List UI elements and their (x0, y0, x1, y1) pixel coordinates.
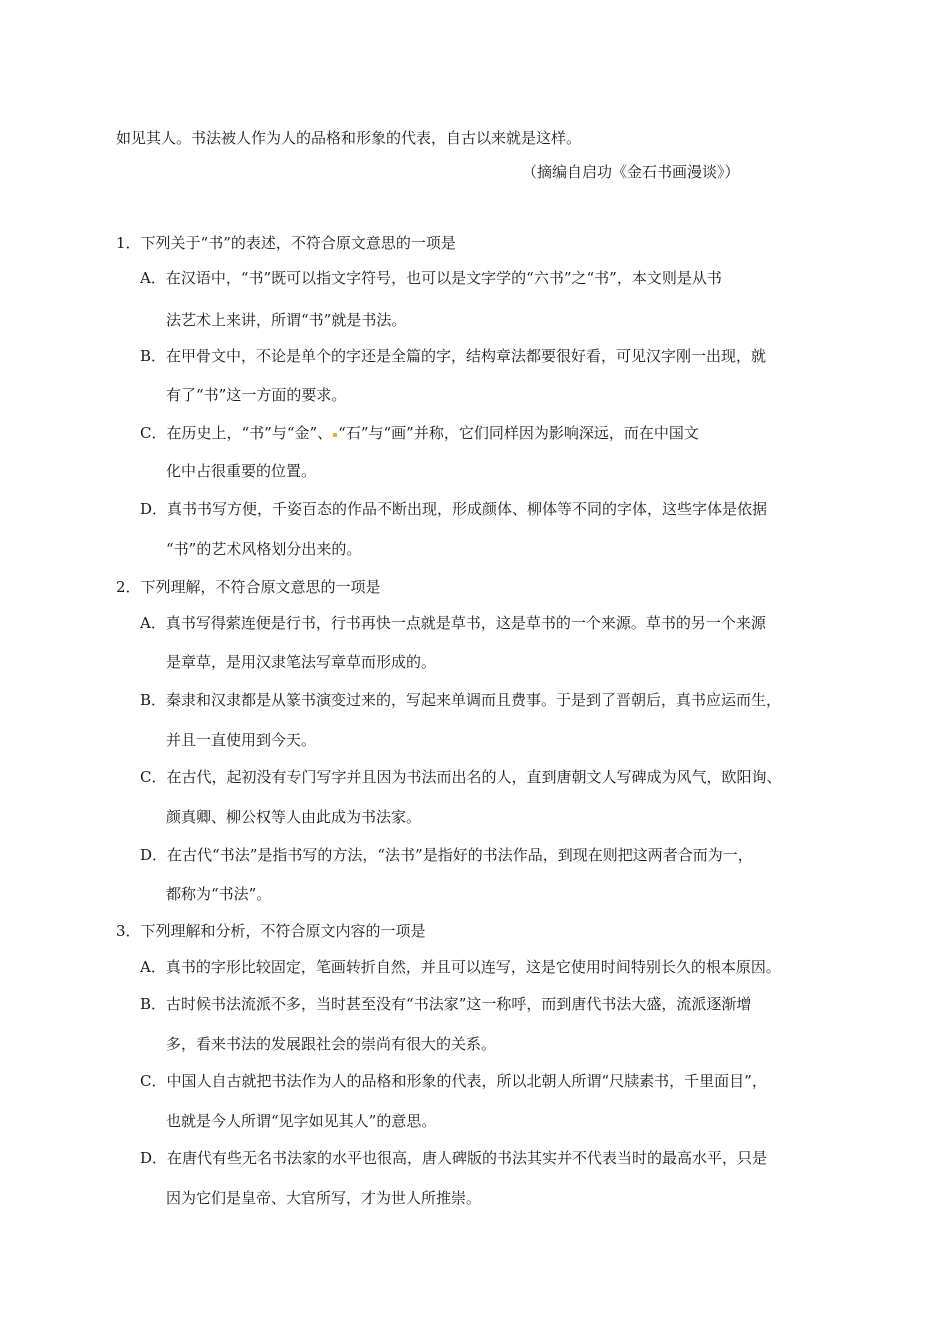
q2-option-c: C．在古代，起初没有专门写字并且因为书法而出名的人，直到唐朝文人写碑成为风气，欧阳询、 (140, 768, 782, 786)
q3-option-d: D．在唐代有些无名书法家的水平也很高，唐人碑版的书法其实并不代表当时的最高水平，只是 (140, 1149, 768, 1167)
q2-option-a-cont: 是章草，是用汉隶笔法写章草而形成的。 (166, 653, 437, 671)
source-citation: （摘编自启功《金石书画漫谈》） (522, 163, 740, 181)
q2-option-b-cont: 并且一直使用到今天。 (166, 731, 317, 749)
q1-option-c-cont: 化中占很重要的位置。 (166, 462, 317, 480)
q3-option-b-cont: 多，看来书法的发展跟社会的崇尚有很大的关系。 (166, 1035, 497, 1053)
q2-option-d-cont: 都称为“书法”。 (166, 885, 272, 903)
q2-option-a: A．真书写得萦连便是行书，行书再快一点就是草书，这是草书的一个来源。草书的另一个来源 (140, 614, 766, 632)
q1-option-b-cont: 有了“书”这一方面的要求。 (166, 386, 347, 404)
q1-option-a-cont: 法艺术上来讲，所谓“书”就是书法。 (166, 311, 407, 329)
highlight-mark (333, 433, 337, 437)
q1-option-d-cont: “书”的艺术风格划分出来的。 (166, 540, 362, 558)
question-3-stem: 3．下列理解和分析，不符合原文内容的一项是 (116, 922, 426, 940)
q1-option-c-part1: C．在历史上，“书”与“金”、 (140, 424, 333, 442)
q1-option-a: A．在汉语中，“书”既可以指文字符号，也可以是文字学的“六书”之“书”，本文则是从书 (140, 269, 722, 287)
q1-option-c (140, 423, 699, 443)
q2-option-d: D．在古代“书法”是指书写的方法，“法书”是指好的书法作品，到现在则把这两者合而为一， (140, 846, 753, 864)
question-1-stem: 1．下列关于“书”的表述，不符合原文意思的一项是 (116, 234, 456, 252)
q1-option-b: B．在甲骨文中，不论是单个的字还是全篇的字，结构章法都要很好看，可见汉字刚一出现，就 (140, 347, 767, 365)
q3-option-c-cont: 也就是今人所谓“见字如见其人”的意思。 (166, 1112, 437, 1130)
question-2-stem: 2．下列理解，不符合原文意思的一项是 (116, 578, 381, 596)
q3-option-c: C．中国人自古就把书法作为人的品格和形象的代表，所以北朝人所谓“尺牍素书，千里面目”， (140, 1072, 767, 1090)
q3-option-a: A．真书的字形比较固定，笔画转折自然，并且可以连写，这是它使用时间特别长久的根本原因。 (140, 958, 781, 976)
q2-option-b: B．秦隶和汉隶都是从篆书演变过来的，写起来单调而且费事。于是到了晋朝后，真书应运而生， (140, 691, 782, 709)
intro-line: 如见其人。书法被人作为人的品格和形象的代表，自古以来就是这样。 (116, 129, 582, 147)
q3-option-d-cont: 因为它们是皇帝、大官所写，才为世人所推崇。 (166, 1189, 482, 1207)
q3-option-b: B．古时候书法流派不多，当时甚至没有“书法家”这一称呼，而到唐代书法大盛，流派逐渐增 (140, 995, 752, 1013)
q1-option-c-part2: “石”与“画”并称，它们同样因为影响深远，而在中国文 (338, 424, 699, 442)
q1-option-d: D．真书书写方便，千姿百态的作品不断出现，形成颜体、柳体等不同的字体，这些字体是依据 (140, 500, 768, 518)
q2-option-c-cont: 颜真卿、柳公权等人由此成为书法家。 (166, 808, 422, 826)
